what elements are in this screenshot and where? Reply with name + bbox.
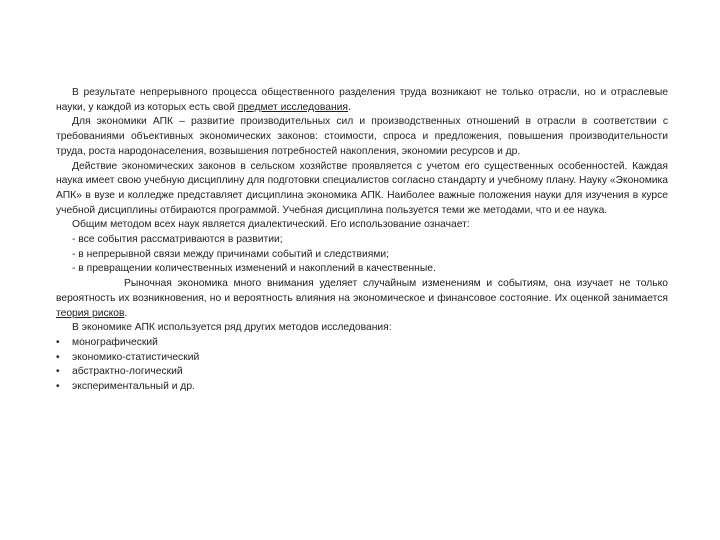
paragraph-intro-end: . [347,101,351,113]
list-item [56,365,668,380]
bullet-icon: • [56,336,60,348]
method-label: экономико-статистический [72,351,200,363]
bullet-icon: • [56,366,60,378]
method-label: абстрактно-логический [72,366,183,378]
method-label: экспериментальный и др. [72,381,195,393]
list-item [56,336,668,351]
paragraph-intro-text: В результате непрерывного процесса общественного разделения труда возникают не только отрасли, но и отраслевые науки, у каждой из которых есть свой [56,87,668,113]
research-subject-link[interactable]: предмет исследования [237,101,348,113]
list-item [56,380,668,395]
document-text [56,86,668,395]
paragraph-market-economy-text: Рыночная экономика много внимания уделяет случайным изменениям и событиям, она изучает не только вероятность их возникновения, но и вероятность влияния на экономическое и финансовое состояние. Их оценкой занимается [56,278,668,304]
paragraph-apk-economics: Для экономики АПК – развитие производительных сил и производственных отношений в отрасли в соответствии с требованиями объективных экономических законов: стоимости, спроса и предложения, повышения производительности труда, роста народонаселения, возвышения потребностей накопления, экономии ресурсов и др. [56,116,668,157]
risk-theory-link[interactable]: теория рисков [56,307,125,319]
dash-item: - все события рассматриваются в развитии; [72,234,283,246]
list-item [56,351,668,366]
paragraph-dialectical-method: Общим методом всех наук является диалектический. Его использование означает: [72,219,470,231]
paragraph-other-methods: В экономике АПК используется ряд других методов исследования: [72,322,392,334]
methods-list [56,336,668,395]
dash-item: - в непрерывной связи между причинами событий и следствиями; [72,248,389,260]
paragraph-market-economy-end: . [124,307,128,319]
paragraph-economic-laws: Действие экономических законов в сельском хозяйстве проявляется с учетом его существенных особенностей. Каждая наука имеет свою учебную дисциплину для подготовки специалистов согласно стандарту и учебному плану. Науку «Экономика АПК» в вузе и колледже представляет дисциплина экономика АПК. Наиболее важные положения науки для изучения в курсе учебной дисциплины отбираются программой. Учебная дисциплина пользуется теми же методами, что и ее наука. [56,160,669,216]
paragraph-market-economy [56,277,668,321]
bullet-icon: • [56,381,60,393]
method-label: монографический [72,336,158,348]
dash-item: - в превращении количественных изменений и накоплений в качественные. [72,263,436,275]
paragraph-intro [56,86,668,115]
bullet-icon: • [56,351,60,363]
